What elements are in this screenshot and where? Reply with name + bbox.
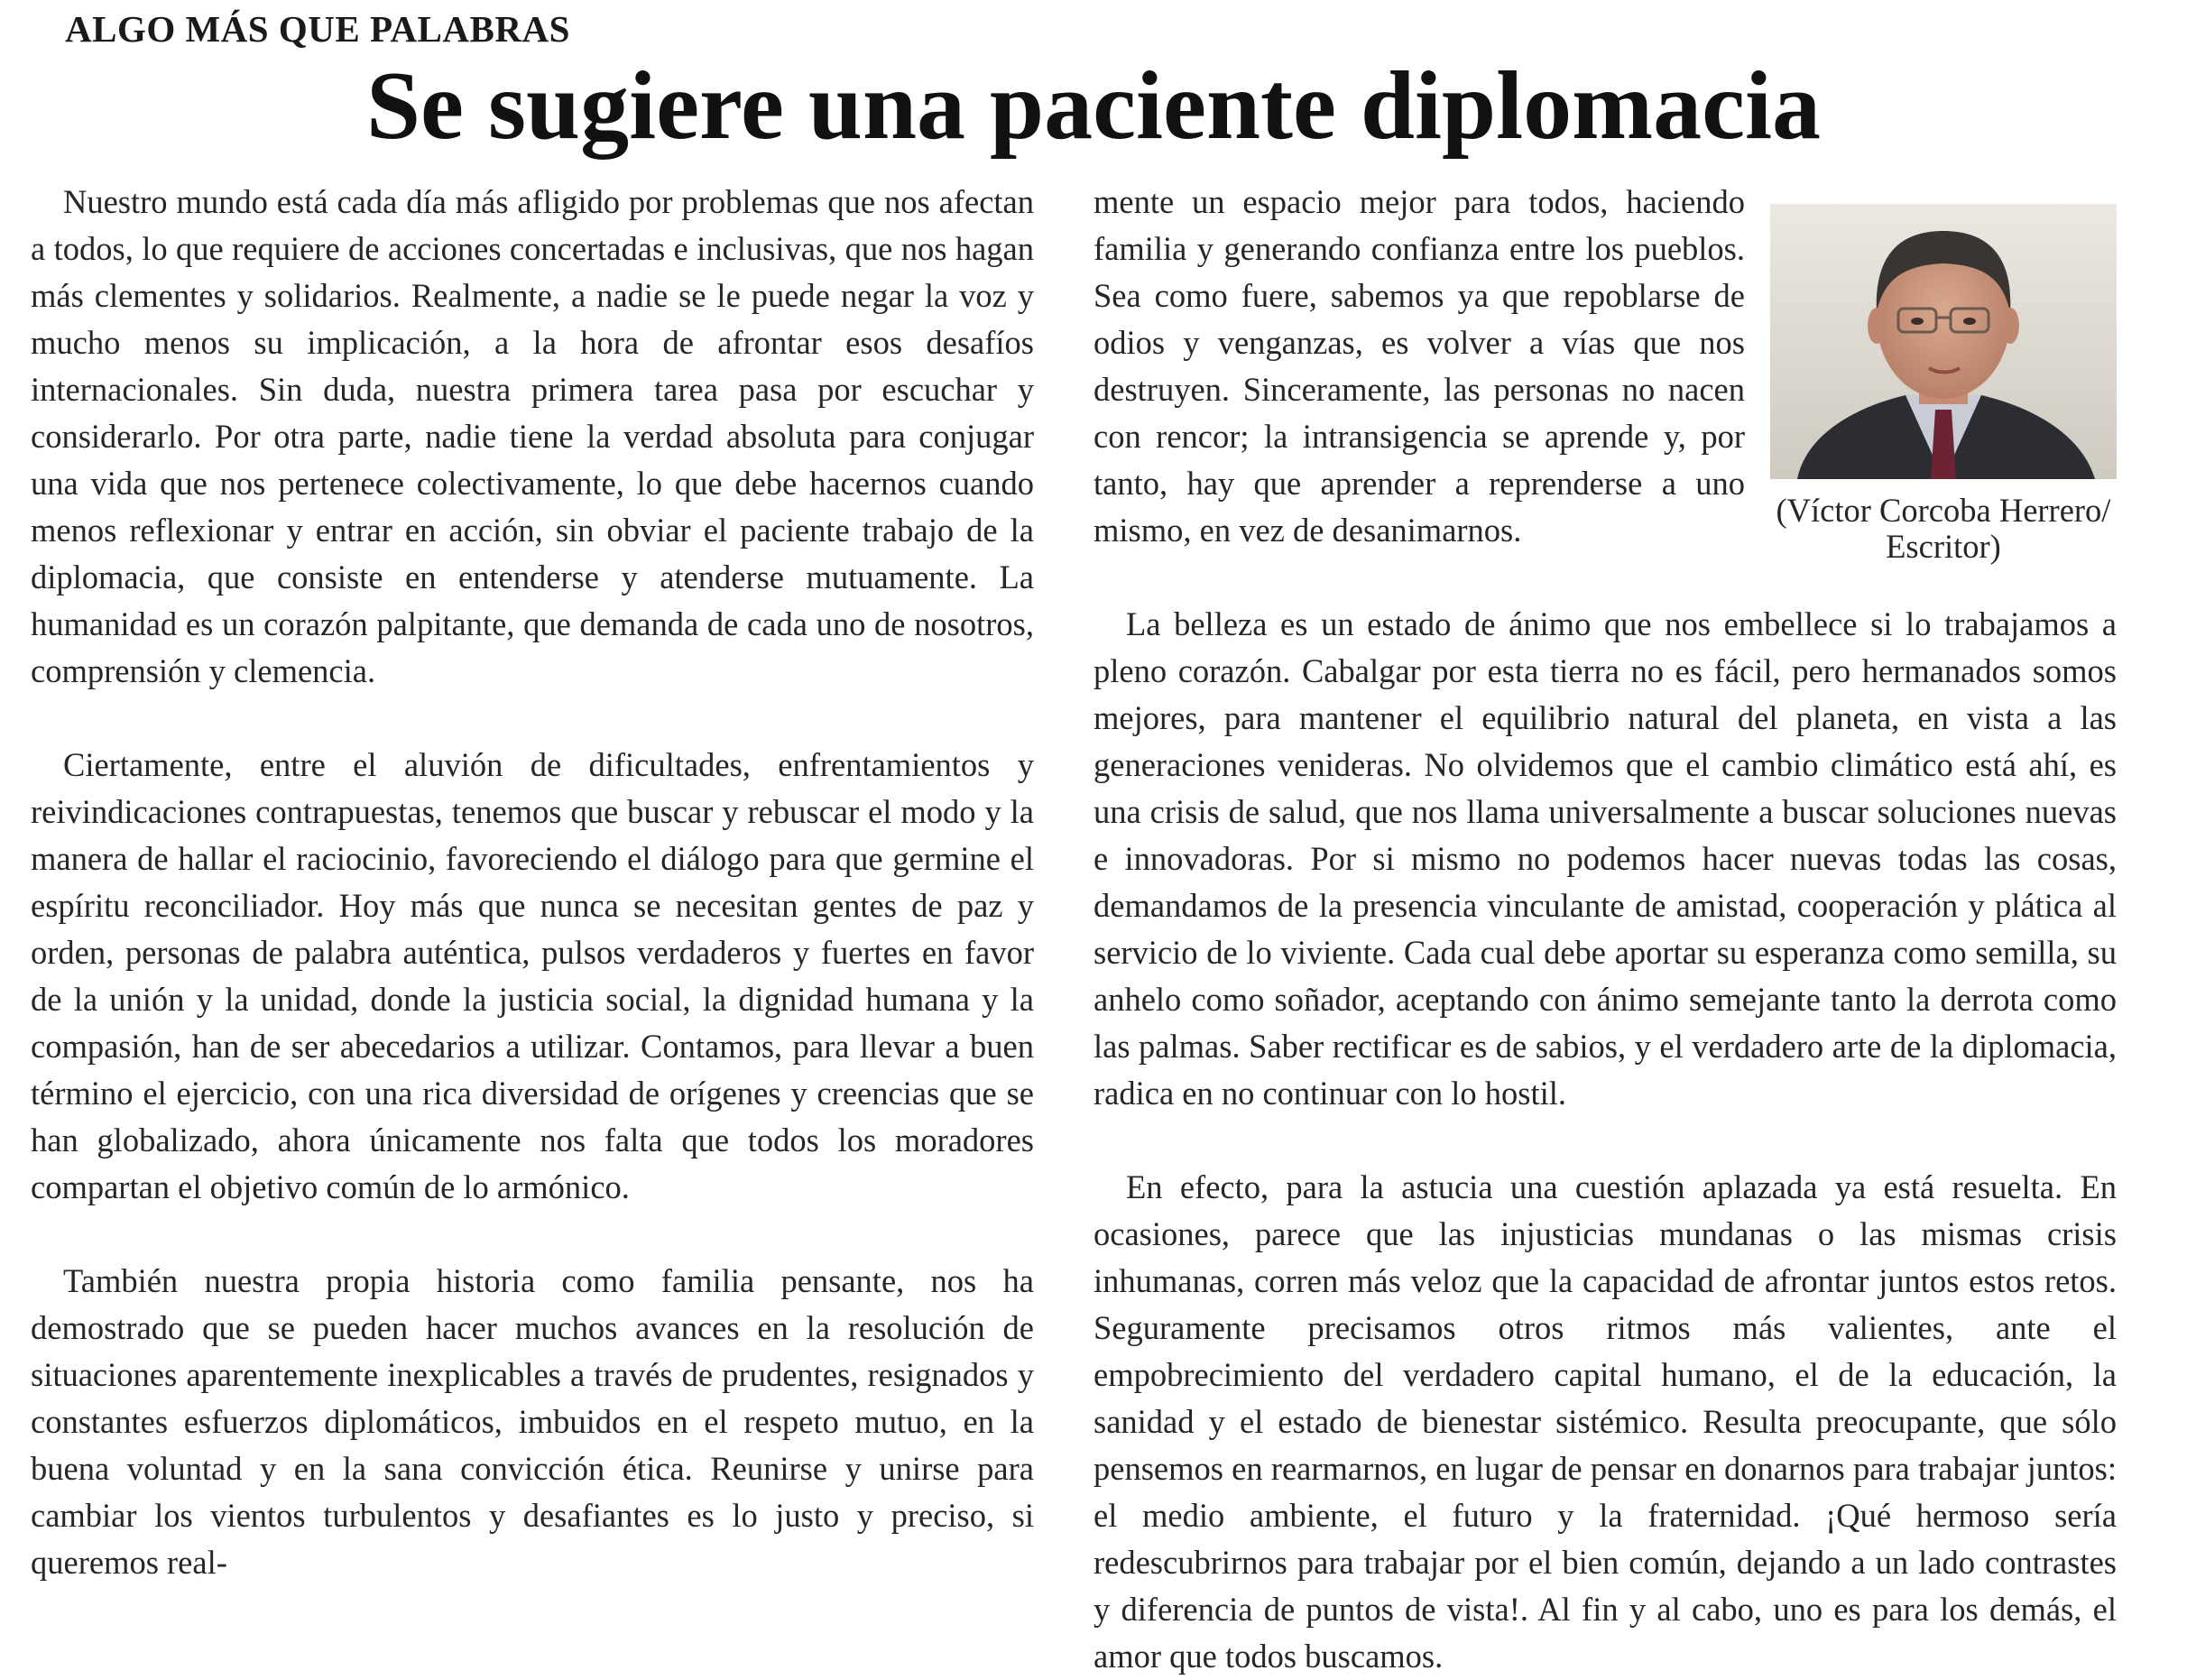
author-portrait-image (1770, 204, 2117, 479)
author-photo (1770, 204, 2117, 479)
paragraph-2: Ciertamente, entre el aluvión de dificultades, enfrentamientos y reivindicaciones contrapuestas, tenemos que buscar y rebuscar el modo y la manera de hallar el raciocinio, favoreciendo el diálogo para que germine el espíritu reconciliador. Hoy más que nunca se necesitan gentes de paz y orden, personas de palabra auténtica, pulsos verdaderos y fuertes en favor de la unión y la unidad, donde la justicia social, la dignidad humana y la compasión, han de ser abecedarios a utilizar. Contamos, para llevar a buen término el ejercicio, con una rica diversidad de orígenes y creencias que se han globalizado, ahora únicamente nos falta que todos los moradores compartan el objetivo común de lo armónico. (31, 746, 1034, 1205)
right-column-top (1094, 179, 1745, 554)
section-kicker: ALGO MÁS QUE PALABRAS (65, 8, 570, 50)
right-column (1094, 601, 2117, 1680)
paragraph-3-continuation: mente un espacio mejor para todos, haciendo familia y generando confianza entre los pueblos. Sea como fuere, sabemos ya que repoblarse de odios y venganzas, es volver a vías que nos destruyen. Sinceramente, las personas no nacen con rencor; la intransigencia se aprende y, por tanto, hay que aprender a reprenderse a uno mismo, en vez de desanimarnos. (1094, 183, 1745, 549)
photo-caption: (Víctor Corcoba Herrero/ Escritor) (1776, 492, 2111, 565)
paragraph-1: Nuestro mundo está cada día más afligido por problemas que nos afectan a todos, lo que requiere de acciones concertadas e inclusivas, que nos hagan más clementes y solidarios. Realmente, a nadie se le puede negar la voz y mucho menos su implicación, a la hora de afrontar esos desafíos internacionales. Sin duda, nuestra primera tarea pasa por escuchar y considerarlo. Por otra parte, nadie tiene la verdad absoluta para conjugar una vida que nos pertenece colectivamente, lo que debe hacernos cuando menos reflexionar y entrar en acción, sin obviar el paciente trabajo de la diplomacia, que consiste en entenderse y atenderse mutuamente. La humanidad es un corazón palpitante, que demanda de cada uno de nosotros, comprensión y clemencia. (31, 183, 1034, 689)
article-headline: Se sugiere una paciente diplomacia (365, 52, 1822, 160)
paragraph-5: En efecto, para la astucia una cuestión aplazada ya está resuelta. En ocasiones, parece que las injusticias mundanas o las mismas crisis inhumanas, corren más veloz que la capacidad de afrontar juntos estos retos. Seguramente precisamos otros ritmos más valientes, ante el empobrecimiento del verdadero capital humano, el de la educación, la sanidad y el estado de bienestar sistémico. Resulta preocupante, que sólo pensemos en rearmarnos, en lugar de pensar en donarnos para trabajar juntos: el medio ambiente, el futuro y la fraternidad. ¡Qué hermoso sería redescubrirnos para trabajar por el bien común, dejando a un lado contrastes y diferencia de puntos de vista!. Al fin y al cabo, uno es para los demás, el amor que todos buscamos. (1094, 1168, 2117, 1675)
paragraph-4: La belleza es un estado de ánimo que nos embellece si lo trabajamos a pleno corazón. Cabalgar por esta tierra no es fácil, pero hermanados somos mejores, para mantener el equilibrio natural del planeta, en vista a las generaciones venideras. No olvidemos que el cambio climático está ahí, es una crisis de salud, que nos llama universalmente a buscar soluciones nuevas e innovadoras. Por si mismo no podemos hacer nuevas todas las cosas, demandamos de la presencia vinculante de amistad, cooperación y plática al servicio de lo viviente. Cada cual debe aportar su esperanza como semilla, su anhelo como soñador, aceptando con ánimo semejante tanto la derrota como las palmas. Saber rectificar es de sabios, y el verdadero arte de la diplomacia, radica en no continuar con lo hostil. (1094, 605, 2117, 1112)
paragraph-3: También nuestra propia historia como familia pensante, nos ha demostrado que se pueden hacer muchos avances en la resolución de situaciones aparentemente inexplicables a través de prudentes, resignados y constantes esfuerzos diplomáticos, imbuidos en el respeto mutuo, en la buena voluntad y en la sana convicción ética. Reunirse y unirse para cambiar los vientos turbulentos y desafiantes es lo justo y preciso, si queremos real- (31, 1262, 1034, 1581)
left-column (31, 179, 1034, 1586)
